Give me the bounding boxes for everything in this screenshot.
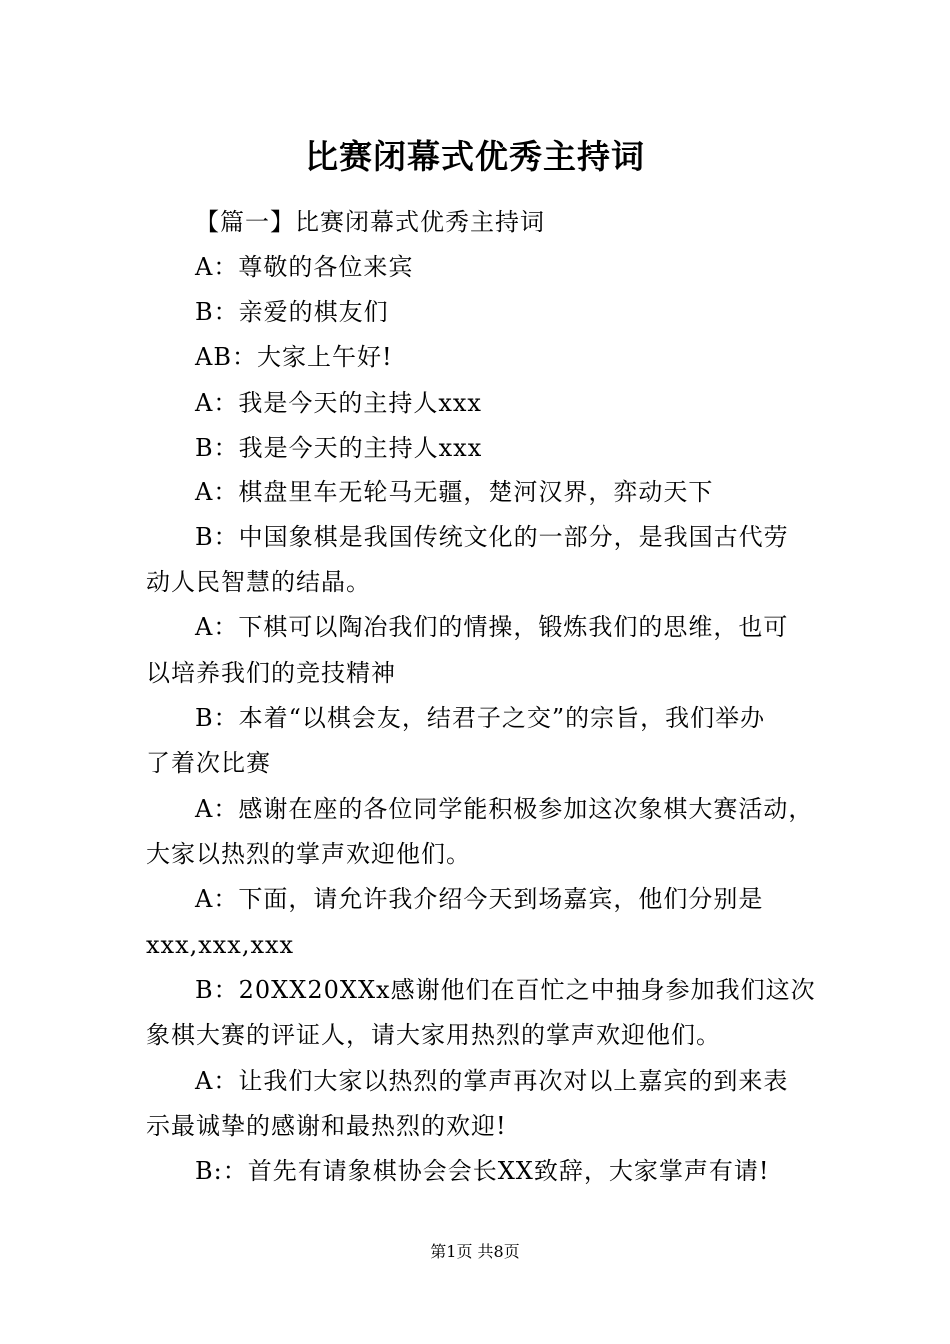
paragraph-line: A：我是今天的主持人xxx (195, 389, 482, 417)
paragraph-line: AB：大家上午好! (195, 343, 393, 371)
page-footer: 第1页 共8页 (430, 1242, 520, 1261)
paragraph-line: B：我是今天的主持人xxx (195, 434, 483, 462)
paragraph-line: B：亲爱的棋友们 (195, 298, 389, 326)
paragraph-line: 动人民智慧的结晶。 (146, 568, 371, 596)
paragraph-line: B：20XX20XXx感谢他们在百忙之中抽身参加我们这次 (195, 976, 816, 1004)
section-heading: 【篇一】比赛闭幕式优秀主持词 (195, 208, 545, 236)
paragraph-line: A：让我们大家以热烈的掌声再次对以上嘉宾的到来表 (195, 1067, 789, 1095)
paragraph-line: B：中国象棋是我国传统文化的一部分，是我国古代劳 (195, 523, 789, 551)
paragraph-line: 象棋大赛的评证人，请大家用热烈的掌声欢迎他们。 (146, 1021, 721, 1049)
paragraph-line: 大家以热烈的掌声欢迎他们。 (146, 840, 471, 868)
paragraph-line: B:：首先有请象棋协会会长XX致辞，大家掌声有请! (195, 1157, 770, 1185)
paragraph-line: 了着次比赛 (146, 749, 271, 777)
paragraph-line: A：感谢在座的各位同学能积极参加这次象棋大赛活动， (195, 795, 814, 823)
paragraph-line: 以培养我们的竞技精神 (146, 659, 396, 687)
paragraph-line: 示最诚挚的感谢和最热烈的欢迎! (146, 1112, 507, 1140)
paragraph-line: xxx,xxx,xxx (146, 931, 295, 959)
paragraph-line: B：本着“以棋会友，结君子之交”的宗旨，我们举办 (195, 704, 766, 732)
paragraph-line: A：下棋可以陶冶我们的情操，锻炼我们的思维，也可 (195, 613, 789, 641)
paragraph-line: A：下面，请允许我介绍今天到场嘉宾，他们分别是 (195, 885, 764, 913)
paragraph-line: A：尊敬的各位来宾 (195, 253, 414, 281)
paragraph-line: A：棋盘里车无轮马无疆，楚河汉界，弈动天下 (195, 478, 714, 506)
document-title: 比赛闭幕式优秀主持词 (305, 137, 645, 176)
